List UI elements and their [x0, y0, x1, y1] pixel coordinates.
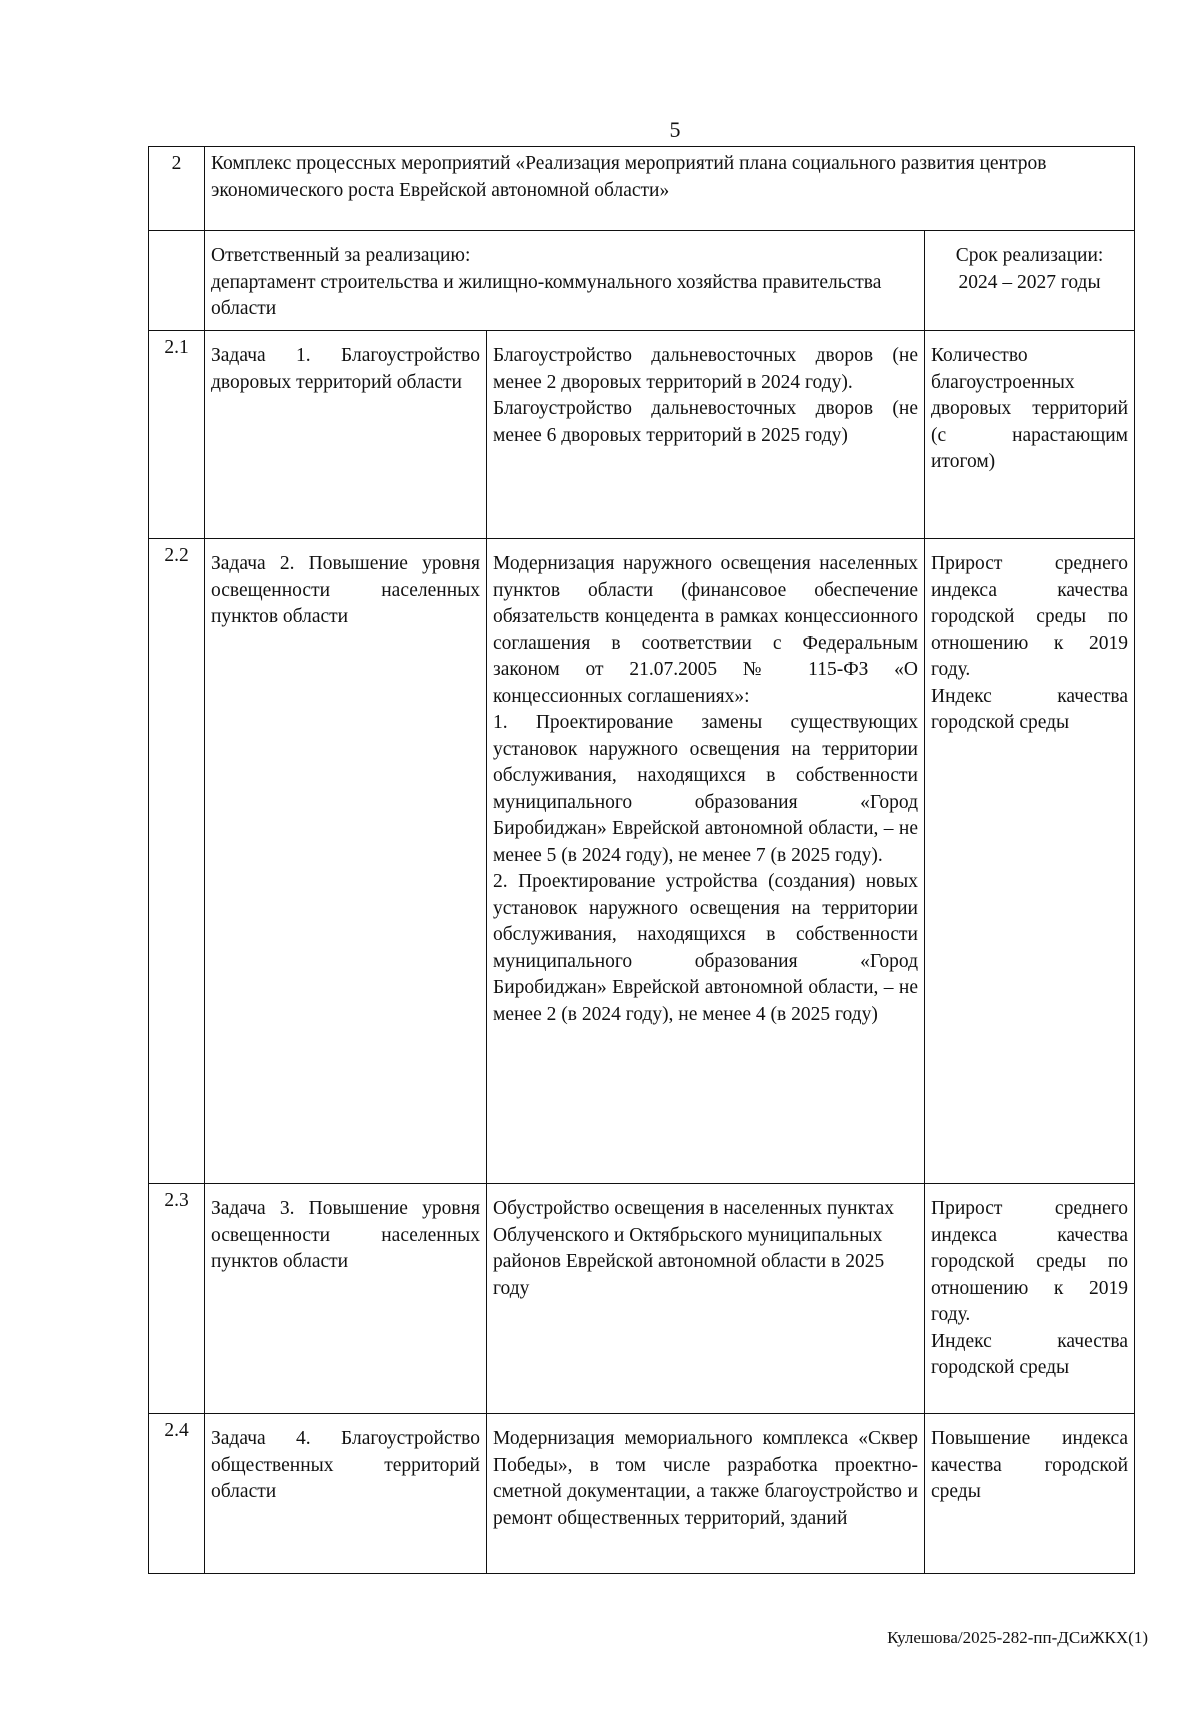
- activity-item: Благоустройство дальневосточных дворов (не менее 2 дворовых территорий в 2024 году).: [493, 345, 918, 393]
- activity-cell: [487, 539, 925, 1184]
- page-number: 5: [669, 117, 681, 142]
- responsible-name: департамент строительства и жилищно-коммунального хозяйства правительства области: [211, 271, 882, 319]
- indicator-item: Индекс качества городской среды: [931, 685, 1129, 733]
- empty-cell: [149, 231, 205, 331]
- activity-item: Модернизация мемориального комплекса «Сквер Победы», в том числе разработка проектно-сметной документации, а также благоустройство и ремонт общественных территорий, зданий: [493, 1428, 918, 1529]
- indicator-item: Индекс качества городской среды: [931, 1330, 1129, 1378]
- activity-item: 1. Проектирование замены существующих установок наружного освещения на территории обслуживания, находящихся в собственности муниципального образования «Город Биробиджан» Еврейской автономной области, – не менее 5 (в 2024 году), не менее 7 (в 2025 году).: [493, 712, 918, 866]
- activity-item: 2. Проектирование устройства (создания) новых установок наружного освещения на территории обслуживания, находящихся в собственности муниципального образования «Город Биробиджан» Еврейской автономной области, – не менее 2 (в 2024 году), не менее 4 (в 2025 году): [493, 871, 918, 1025]
- row-number: 2.2: [149, 539, 205, 1184]
- responsible-label: Ответственный за реализацию:: [211, 245, 471, 266]
- indicator-cell: [925, 539, 1135, 1184]
- activity-cell: [487, 1414, 925, 1574]
- activities-table: [148, 146, 1135, 1574]
- task-cell: Задача 2. Повышение уровня освещенности населенных пунктов области: [205, 539, 487, 1184]
- table-row: [149, 539, 1135, 1184]
- section-title: Комплекс процессных мероприятий «Реализация мероприятий плана социального развития центров экономического роста Еврейской автономной области»: [205, 147, 1135, 231]
- task-cell: Задача 1. Благоустройство дворовых территорий области: [205, 331, 487, 539]
- task-cell: Задача 4. Благоустройство общественных территорий области: [205, 1414, 487, 1574]
- indicator-cell: Количество благоустроенных дворовых территорий (с нарастающим итогом): [925, 331, 1135, 539]
- term-label: Срок реализации:: [955, 245, 1104, 266]
- row-number: 2.1: [149, 331, 205, 539]
- term-value: 2024 – 2027 годы: [958, 271, 1101, 293]
- section-number: 2: [149, 147, 205, 231]
- task-cell: Задача 3. Повышение уровня освещенности населенных пунктов области: [205, 1184, 487, 1414]
- activity-cell: [487, 331, 925, 539]
- indicator-cell: Повышение индекса качества городской среды: [925, 1414, 1135, 1574]
- table-row: [149, 1414, 1135, 1574]
- responsible-row: [149, 231, 1135, 331]
- table-row: [149, 331, 1135, 539]
- table-row: [149, 1184, 1135, 1414]
- indicator-cell: [925, 1184, 1135, 1414]
- activity-item: Обустройство освещения в населенных пунктах Облученского и Октябрьского муниципальных районов Еврейской автономной области в 2025 году: [493, 1198, 894, 1299]
- responsible-cell: [205, 231, 925, 331]
- indicator-item: Прирост среднего индекса качества городской среды по отношению к 2019 году.: [931, 553, 1129, 680]
- indicator-item: Прирост среднего индекса качества городской среды по отношению к 2019 году.: [931, 1198, 1129, 1325]
- activity-item: Модернизация наружного освещения населенных пунктов области (финансовое обеспечение обязательств концедента в рамках концессионного соглашения в соответствии с Федеральным законом от 21.07.2005 № 115-ФЗ «О концессионных соглашениях»:: [493, 553, 918, 707]
- section-row: [149, 147, 1135, 231]
- document-footer-code: Кулешова/2025-282-пп-ДСиЖКХ(1): [887, 1628, 1148, 1647]
- row-number: 2.4: [149, 1414, 205, 1574]
- activity-item: Благоустройство дальневосточных дворов (не менее 6 дворовых территорий в 2025 году): [493, 398, 918, 446]
- term-cell: [925, 231, 1135, 331]
- activity-cell: [487, 1184, 925, 1414]
- row-number: 2.3: [149, 1184, 205, 1414]
